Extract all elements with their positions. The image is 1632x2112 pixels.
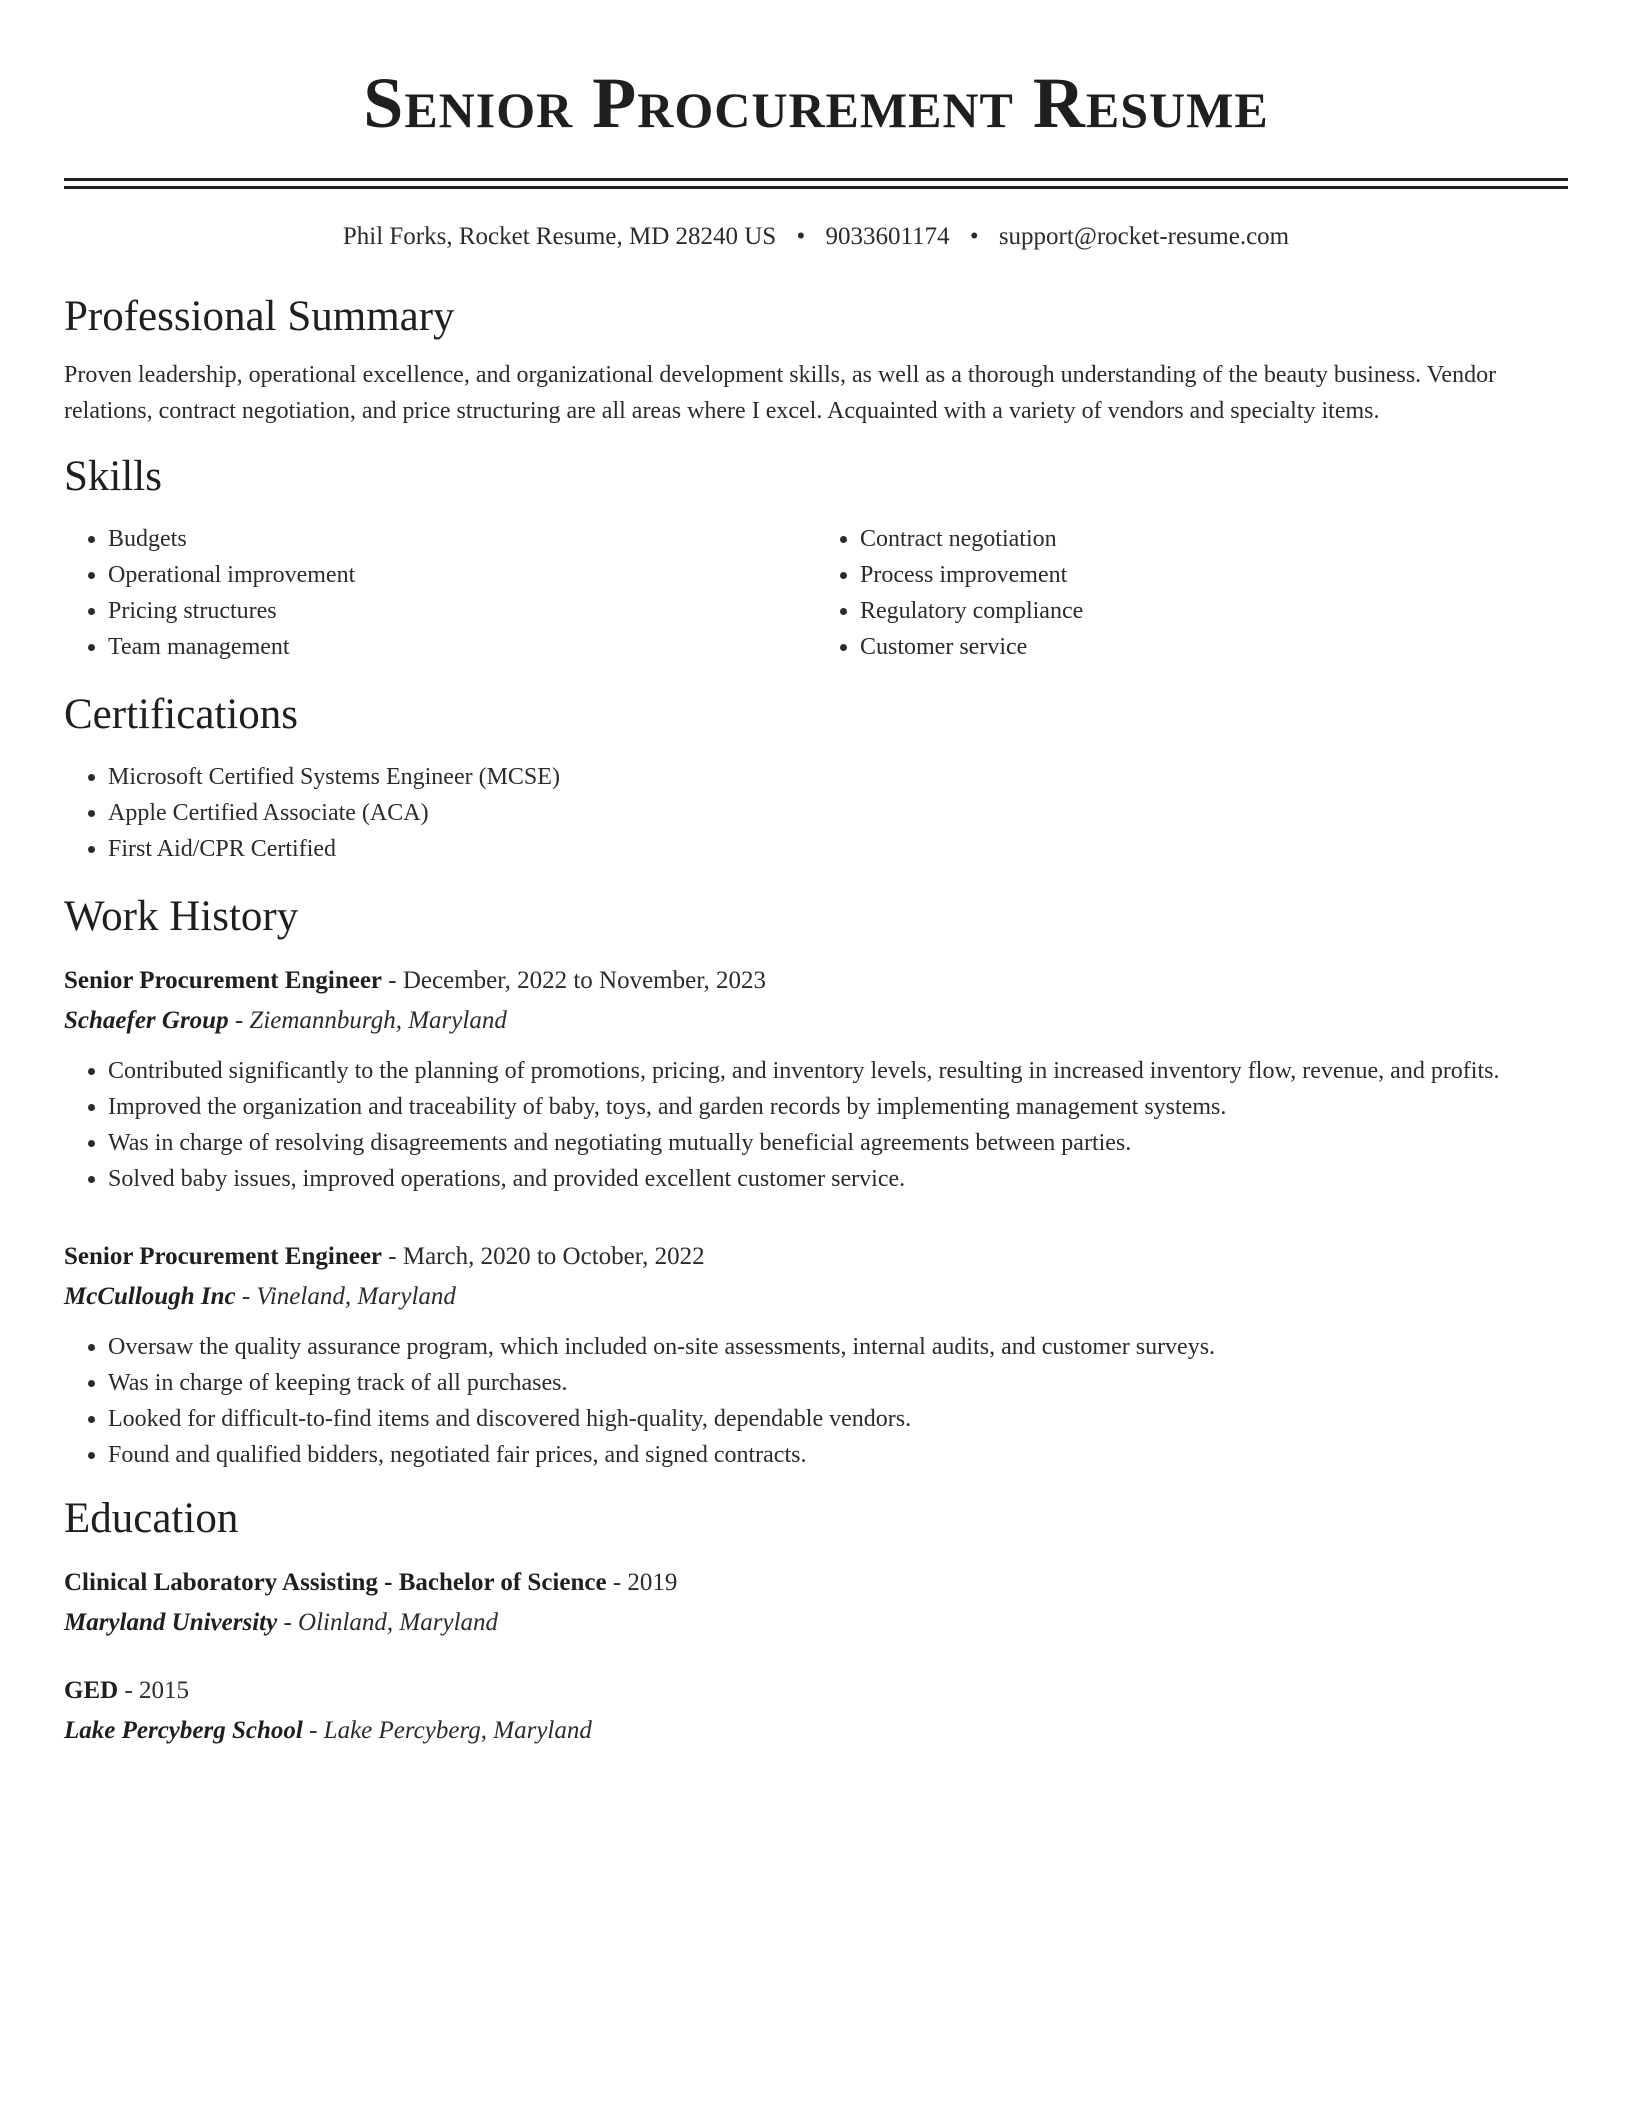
job-company: Schaefer Group — [64, 1007, 229, 1034]
education-entry — [64, 1563, 1568, 1643]
job-bullet: • Looked for difficult-to-find items and discovered high-quality, dependable vendors. — [108, 1401, 1568, 1437]
school-location: - Olinland, Maryland — [277, 1609, 499, 1636]
contact-line — [64, 221, 1568, 253]
job-bullet: • Found and qualified bidders, negotiated fair prices, and signed contracts. — [108, 1437, 1568, 1473]
skill-item: • Budgets — [108, 521, 816, 557]
degree: GED — [64, 1677, 119, 1704]
skills-grid — [64, 521, 1568, 665]
job-entry — [64, 1237, 1568, 1473]
resume-title: Senior Procurement Resume — [363, 63, 1269, 143]
degree: Clinical Laboratory Assisting - Bachelor of Science — [64, 1569, 607, 1596]
job-bullet: • Was in charge of keeping track of all purchases. — [108, 1365, 1568, 1401]
degree-line — [64, 1563, 1568, 1603]
degree-year: - 2015 — [118, 1677, 190, 1704]
job-bullet: • Improved the organization and traceability of baby, toys, and garden records by implementing management systems. — [108, 1089, 1568, 1125]
education-entry — [64, 1671, 1568, 1751]
job-location: - Ziemannburgh, Maryland — [228, 1007, 507, 1034]
degree-year: - 2019 — [606, 1569, 678, 1596]
skill-item: • Team management — [108, 629, 816, 665]
job-title-line — [64, 1237, 1568, 1277]
summary-text: Proven leadership, operational excellence, and organizational development skills, as well as a thorough understanding of the beauty business. Vendor relations, contract negotiation, and price structuring are all areas where I excel. Acquainted with a variety of vendors and specialty items. — [64, 362, 1497, 424]
certification-item: • Apple Certified Associate (ACA) — [108, 795, 1568, 831]
certification-item: • First Aid/CPR Certified — [108, 831, 1568, 867]
job-bullet: • Contributed significantly to the planning of promotions, pricing, and inventory levels, resulting in increased inventory flow, revenue, and profits. — [108, 1053, 1568, 1089]
skill-item: • Regulatory compliance — [860, 593, 1568, 629]
education-heading: Education — [64, 1495, 239, 1542]
skills-heading: Skills — [64, 453, 162, 500]
job-bullet: • Oversaw the quality assurance program, which included on-site assessments, internal audits, and customer surveys. — [108, 1329, 1568, 1365]
certifications-heading: Certifications — [64, 691, 299, 738]
skills-list-right — [816, 521, 1568, 665]
certifications-list — [64, 759, 1568, 867]
skills-list-left — [64, 521, 816, 665]
job-bullet: • Was in charge of resolving disagreements and negotiating mutually beneficial agreements between parties. — [108, 1125, 1568, 1161]
job-bullets — [64, 1329, 1568, 1473]
job-title: Senior Procurement Engineer — [64, 1243, 383, 1270]
contact-email: support@rocket-resume.com — [998, 223, 1290, 250]
skill-item: • Operational improvement — [108, 557, 816, 593]
contact-phone: 9033601174 — [825, 223, 950, 250]
school-line — [64, 1711, 1568, 1751]
contact-separator: • — [796, 223, 806, 250]
job-dates: - March, 2020 to October, 2022 — [382, 1243, 705, 1270]
job-bullets — [64, 1053, 1568, 1197]
job-title: Senior Procurement Engineer — [64, 967, 383, 994]
certification-item: • Microsoft Certified Systems Engineer (MCSE) — [108, 759, 1568, 795]
job-dates: - December, 2022 to November, 2023 — [382, 967, 767, 994]
job-company: McCullough Inc — [64, 1283, 236, 1310]
job-company-line — [64, 1001, 1568, 1041]
degree-line — [64, 1671, 1568, 1711]
school-location: - Lake Percyberg, Maryland — [302, 1717, 592, 1744]
school-line — [64, 1603, 1568, 1643]
school: Maryland University — [64, 1609, 278, 1636]
work-history-heading: Work History — [64, 893, 299, 940]
job-bullet: • Solved baby issues, improved operations, and provided excellent customer service. — [108, 1161, 1568, 1197]
job-location: - Vineland, Maryland — [235, 1283, 456, 1310]
title-divider — [64, 178, 1568, 189]
skill-item: • Pricing structures — [108, 593, 816, 629]
summary-heading: Professional Summary — [64, 293, 455, 340]
job-entry — [64, 961, 1568, 1197]
skill-item: • Contract negotiation — [860, 521, 1568, 557]
school: Lake Percyberg School — [64, 1717, 303, 1744]
job-company-line — [64, 1277, 1568, 1317]
skill-item: • Process improvement — [860, 557, 1568, 593]
skill-item: • Customer service — [860, 629, 1568, 665]
contact-separator: • — [969, 223, 979, 250]
job-title-line — [64, 961, 1568, 1001]
contact-address: Phil Forks, Rocket Resume, MD 28240 US — [342, 223, 777, 250]
